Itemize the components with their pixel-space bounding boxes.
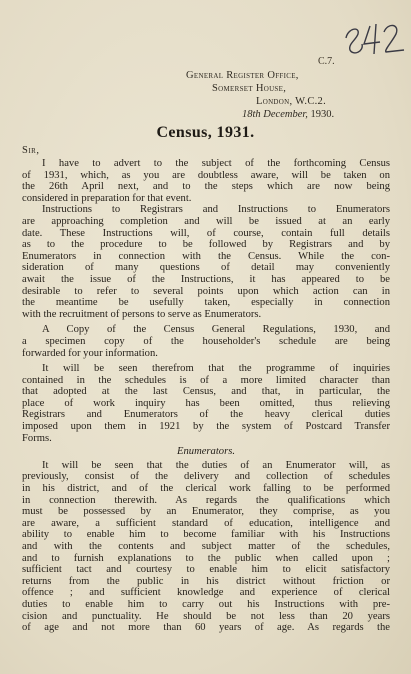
letter-body xyxy=(22,158,390,634)
text-line: the 26th April next, and to the steps which are now being xyxy=(22,181,390,193)
text-line: that adopted at the last Census, and that, in particular, the xyxy=(22,386,390,398)
text-line: await the issue of the Instructions, it has appeared to be xyxy=(22,273,390,285)
paragraph xyxy=(22,460,390,634)
text-line: a specimen copy of the householder's schedule are being xyxy=(22,335,390,347)
salutation: Sir, xyxy=(22,145,40,156)
section-heading: Enumerators. xyxy=(177,446,235,458)
text-line: desirable to refer to several points upon which action can in xyxy=(22,285,390,297)
text-line: cision and punctuality. He should be not less than 20 years xyxy=(22,610,390,622)
address-line-house: Somerset House, xyxy=(212,83,287,94)
text-line: forwarded for your information. xyxy=(22,347,158,359)
text-line: I have to advert to the subject of the forthcoming Census xyxy=(42,158,390,169)
text-line: It will be seen that the duties of an Enumerator will, as xyxy=(42,459,390,471)
address-line-city: London, W.C.2. xyxy=(256,96,327,107)
letter-date-day: 18th December, xyxy=(242,109,308,120)
text-line: It will be seen therefrom that the programme of inquiries xyxy=(42,363,390,375)
text-line: must be possessed by an Enumerator, they comprise, as you xyxy=(22,506,390,518)
text-line: previously, consist of the delivery and collection of schedules xyxy=(22,471,390,483)
text-line: sideration of many questions of detail may conveniently xyxy=(22,262,390,274)
address-line-office: General Register Office, xyxy=(186,70,299,81)
text-line: sufficient tact and courtesy to enable him to elicit satisfactory xyxy=(22,564,390,576)
text-line: place of work inquiry has been omitted, thus relieving xyxy=(22,397,390,409)
document-title: Census, 1931. xyxy=(156,124,255,141)
paragraph xyxy=(22,204,390,320)
text-line: returns from the public in his district without friction or xyxy=(22,575,390,587)
text-line: ability to enable him to become familiar with his Instructions xyxy=(22,529,390,541)
paragraph xyxy=(22,324,390,359)
text-line: Enumerators in connection with the Census. While the con- xyxy=(22,250,390,262)
text-line: Registrars and Enumerators of the heavy clerical duties xyxy=(22,409,390,421)
text-line: A Copy of the Census General Regulations, 1930, and xyxy=(42,324,390,336)
paragraph xyxy=(22,363,390,444)
text-line: contained in the schedules is of a more limited character than xyxy=(22,374,390,386)
text-line: of 1931, which, as you are doubtless aware, will be taken on xyxy=(22,169,390,181)
text-line: and with the contents and subject matter of the schedules, xyxy=(22,541,390,552)
text-line: as to the procedure to be followed by Registrars and by xyxy=(22,239,390,251)
text-line: Forms. xyxy=(22,432,52,444)
text-line: the meantime be usefully taken, especially in connection xyxy=(22,297,390,309)
text-line: with the recruitment of persons to serve as Enumerators. xyxy=(22,308,262,320)
text-line: considered in preparation for that event. xyxy=(22,192,192,204)
text-line: in his district, and of the clerical work falling to be performed xyxy=(22,483,390,495)
text-line: offence ; and sufficient knowledge and experience of clerical xyxy=(22,587,390,599)
sender-address xyxy=(186,69,366,121)
reference-code: C.7. xyxy=(318,56,335,67)
handwritten-number-mark xyxy=(340,18,406,58)
text-line: and to furnish explanations to the public when called upon ; xyxy=(22,552,390,564)
paragraph xyxy=(22,158,390,204)
letter-date-year: 1930. xyxy=(310,109,335,120)
text-line: Instructions to Registrars and Instructions to Enumerators xyxy=(42,204,390,216)
text-line: duties to enable him to carry out his Instructions with pre- xyxy=(22,598,390,610)
text-line: are approaching completion and will be issued at an early xyxy=(22,215,390,227)
letter-date xyxy=(186,108,366,121)
text-line: date. These Instructions will, of course, contain full details xyxy=(22,227,390,239)
text-line: of age and not more than 60 years of age. As regards the xyxy=(22,622,390,634)
text-line: are aware, a sufficient standard of education, intelligence and xyxy=(22,517,390,529)
text-line: imposed upon them in 1921 by the system of Postcard Transfer xyxy=(22,421,390,433)
text-line: in connection therewith. As regards the qualifications which xyxy=(22,494,390,506)
